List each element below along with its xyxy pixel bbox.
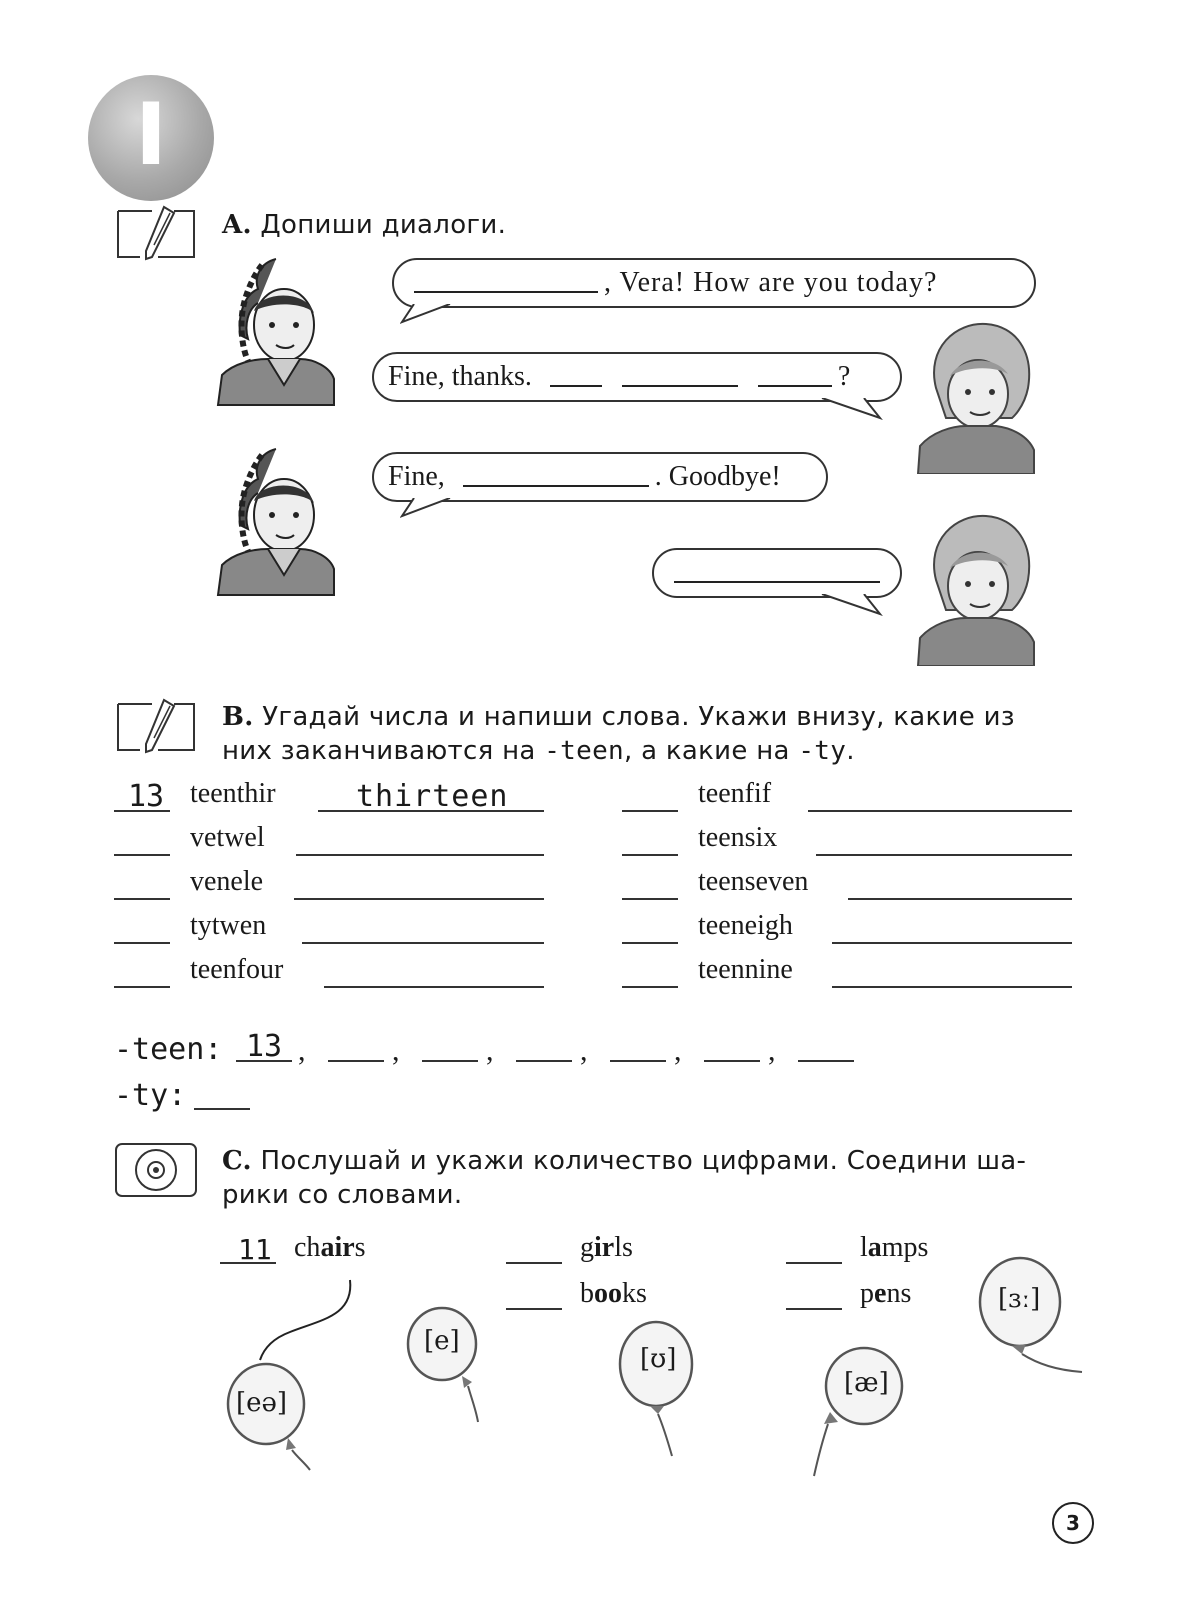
teen-blank[interactable] [610,1032,666,1062]
word-pens: pens [860,1278,912,1309]
suffix-teen: -teen [544,736,624,766]
task-b-instruction-line2: них заканчиваются на [222,736,536,766]
task-b-instruction-end: . [846,736,855,766]
task-b-instruction-mid: , а какие на [623,736,790,766]
answer-line[interactable] [318,778,544,812]
cd-audio-icon [114,1142,198,1198]
scrambled-word: venele [190,866,264,897]
teen-blank[interactable] [704,1032,760,1062]
word-answer: thirteen [356,779,509,814]
pencil-icon [114,698,198,754]
number-blank[interactable] [622,910,678,944]
balloon-sound: [eə] [236,1388,288,1418]
ty-blank[interactable] [194,1080,250,1110]
answer-line[interactable] [848,866,1072,900]
task-c-heading [222,1144,1072,1212]
task-c-letter: C. [222,1146,252,1176]
dialogue-bubble-1 [392,258,1036,308]
count-blank[interactable] [506,1280,562,1310]
scrambled-word: teenfour [190,954,284,985]
woman-illustration [916,510,1036,666]
dialogue-bubble-4 [652,548,902,598]
number-blank[interactable] [114,822,170,856]
number-blank[interactable] [114,778,170,812]
unit-number: I [135,85,167,185]
bubble-3-text: Fine, [388,461,445,492]
answer-line[interactable] [302,910,544,944]
bubble-2-end: ? [837,361,851,392]
comma: , [486,1034,494,1067]
bubble-1-text: , Vera! How are you today? [604,267,938,298]
task-a-instruction: Допиши диалоги. [260,210,507,240]
dialogue-blank[interactable] [550,367,602,387]
teen-blank[interactable] [422,1032,478,1062]
number-blank[interactable] [114,866,170,900]
unit-badge [88,75,214,201]
teen-label: -teen: [114,1032,223,1067]
dialogue-blank[interactable] [674,563,880,583]
scrambled-word: teeneigh [698,910,793,941]
word-lamps: lamps [860,1232,929,1263]
number-blank[interactable] [622,954,678,988]
comma: , [768,1034,776,1067]
balloon-sound: [ɜː] [998,1284,1041,1314]
answer-line[interactable] [324,954,544,988]
bubble-3-end: . Goodbye! [654,461,781,492]
answer-line[interactable] [294,866,544,900]
dialogue-blank[interactable] [463,467,649,487]
scrambled-word: tytwen [190,910,267,941]
balloon-sound: [e] [424,1326,460,1356]
balloon-icon [978,1256,1084,1386]
dialogue-blank[interactable] [414,273,598,293]
answer-line[interactable] [296,822,544,856]
balloon-icon [402,1306,492,1424]
comma: , [674,1034,682,1067]
dialogue-blank[interactable] [622,367,738,387]
number-blank[interactable] [114,910,170,944]
dialogue-blank[interactable] [758,367,832,387]
balloon-u[interactable] [612,1318,702,1458]
task-b-instruction-line1: Угадай числа и напиши слова. Укажи внизу, какие из [262,702,1015,732]
scrambled-word: teenfif [698,778,772,809]
comma: , [392,1034,400,1067]
girl-illustration [214,255,338,407]
task-b-letter: B. [222,702,254,732]
scrambled-word: vetwel [190,822,265,853]
task-a-letter: A. [222,210,252,240]
number-blank[interactable] [114,954,170,988]
ty-label: -ty: [114,1078,187,1113]
comma: , [580,1034,588,1067]
task-a-heading [222,208,506,242]
pencil-icon [114,205,198,261]
teen-answer: 13 [246,1029,283,1064]
page-number: 3 [1052,1502,1094,1544]
teen-blank[interactable] [236,1029,292,1064]
number-answer: 13 [128,779,165,814]
task-c-instruction-line2: рики со словами. [222,1180,463,1210]
dialogue-bubble-2 [372,352,902,402]
balloon-icon [612,1318,702,1458]
dialogue-bubble-3 [372,452,828,502]
answer-line[interactable] [808,778,1072,812]
bubble-tail [400,304,460,324]
number-blank[interactable] [622,866,678,900]
count-blank[interactable] [786,1280,842,1310]
number-blank[interactable] [622,822,678,856]
balloon-icon [808,1346,908,1478]
balloon-sound: [ʊ] [640,1344,677,1374]
task-b-heading [222,700,1072,768]
count-answer: 11 [238,1233,272,1266]
answer-line[interactable] [832,910,1072,944]
scrambled-word: teenseven [698,866,809,897]
scrambled-word: teennine [698,954,793,985]
bubble-2-text: Fine, thanks. [388,361,532,392]
task-c-instruction-line1: Послушай и укажи количество цифрами. Соедини ша- [260,1146,1027,1176]
woman-illustration [916,318,1036,474]
comma: , [298,1034,306,1067]
answer-line[interactable] [816,822,1072,856]
scrambled-word: teenthir [190,778,276,809]
balloon-ea[interactable] [224,1362,314,1472]
bubble-tail [820,398,890,420]
scrambled-word: teensix [698,822,778,853]
word-chairs: chairs [294,1232,366,1263]
count-blank[interactable] [786,1234,842,1264]
answer-line[interactable] [832,954,1072,988]
word-girls: girls [580,1232,633,1263]
count-blank[interactable] [506,1234,562,1264]
word-books: books [580,1278,647,1309]
balloon-e[interactable] [402,1306,492,1424]
girl-illustration [214,445,338,597]
suffix-ty: -ty [798,736,847,766]
balloon-sound: [æ] [844,1368,889,1398]
number-blank[interactable] [622,778,678,812]
balloon-er[interactable] [978,1256,1084,1386]
teen-blank[interactable] [516,1032,572,1062]
bubble-tail [400,498,460,518]
bubble-tail [820,594,890,616]
balloon-ae[interactable] [808,1346,908,1478]
count-blank[interactable] [220,1234,276,1264]
teen-blank[interactable] [328,1032,384,1062]
connector-line [250,1276,360,1362]
teen-blank[interactable] [798,1032,854,1062]
